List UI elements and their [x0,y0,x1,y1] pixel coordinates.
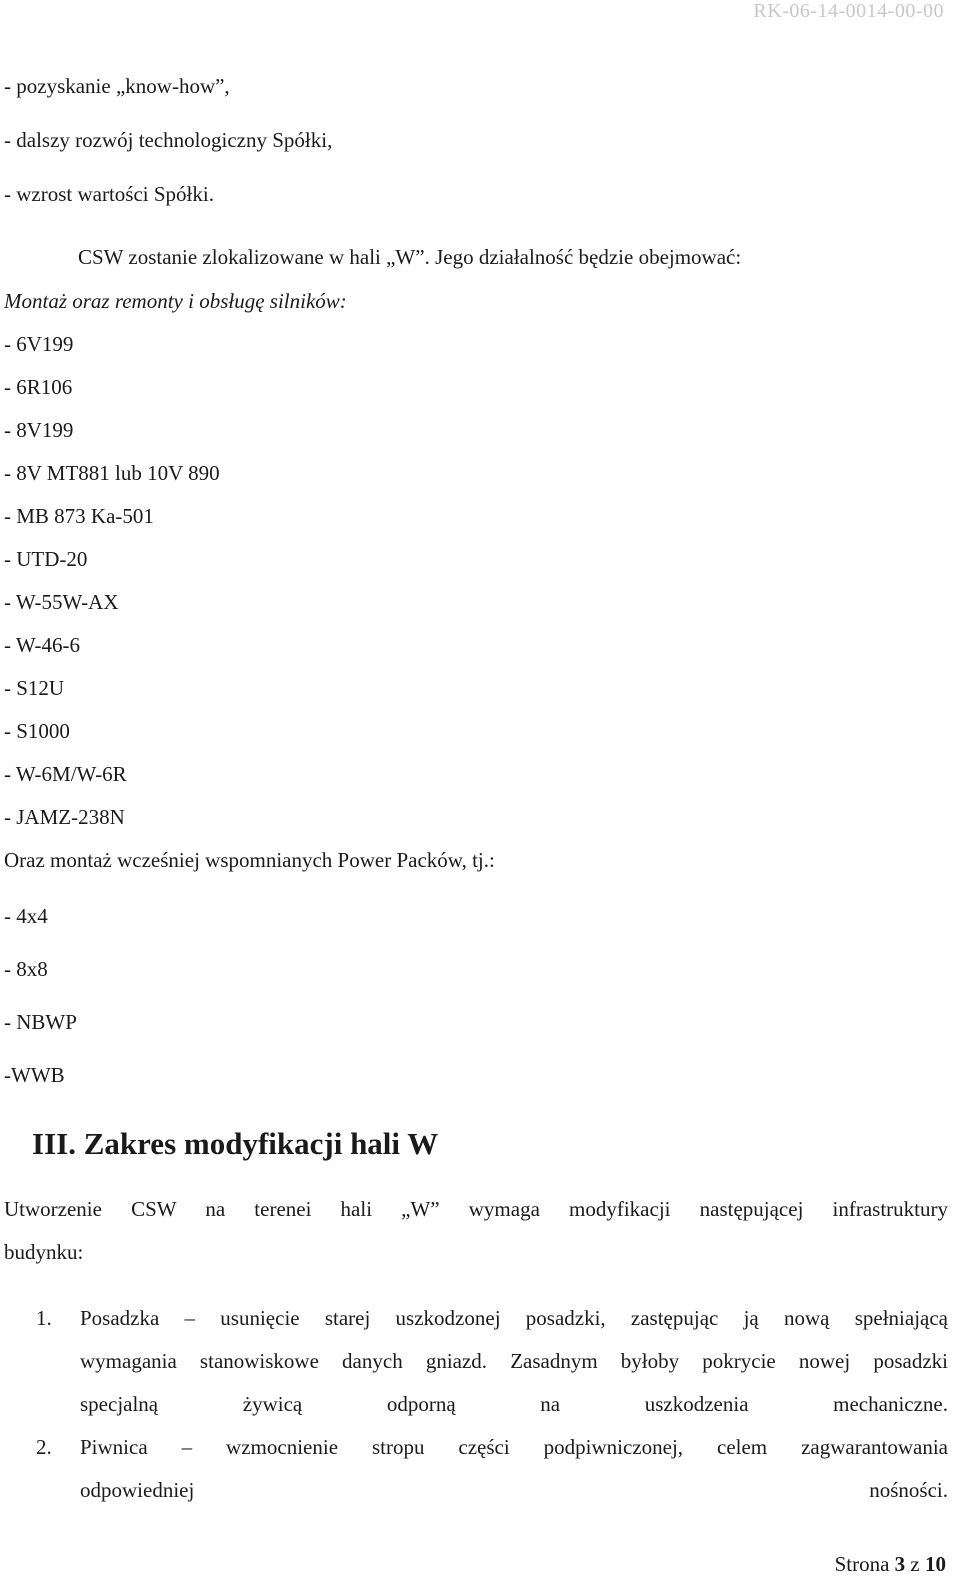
item-text-line: wymagania stanowiskowe danych gniazd. Zasadnym byłoby pokrycie nowej posadzki [80,1349,948,1373]
intro-item: - dalszy rozwój technologiczny Spółki, [4,128,333,152]
page-number [835,1550,946,1578]
item-number: 1. [36,1306,52,1330]
engines-heading: Montaż oraz remonty i obsługę silników: [4,289,347,313]
engine-item: - S12U [4,676,65,700]
section-title: III. Zakres modyfikacji hali W [32,1126,439,1161]
intro-item: - wzrost wartości Spółki. [4,182,214,206]
page-total: 10 [925,1552,946,1576]
location-sentence: CSW zostanie zlokalizowane w hali „W”. Jego działalność będzie obejmować: [78,245,742,269]
item-text-line: odpowiedniej nośności. [80,1478,948,1502]
engine-item: - W-55W-AX [4,590,119,614]
engine-item: - S1000 [4,719,70,743]
page-separator: z [910,1552,920,1576]
section-intro-line: budynku: [4,1240,84,1264]
engine-item: - W-46-6 [4,633,81,657]
engine-item: - MB 873 Ka-501 [4,504,154,528]
engine-item: - W-6M/W-6R [4,762,127,786]
powerpack-item: -WWB [4,1063,65,1087]
powerpack-item: - 8x8 [4,957,48,981]
powerpack-item: - 4x4 [4,904,48,928]
item-number: 2. [36,1435,52,1459]
intro-item: - pozyskanie „know-how”, [4,74,230,98]
powerpack-item: - NBWP [4,1010,77,1034]
item-text-line: specjalną żywicą odporną na uszkodzenia mechaniczne. [80,1392,948,1416]
document-code: RK-06-14-0014-00-00 [753,0,944,22]
item-text-line: Posadzka – usunięcie starej uszkodzonej posadzki, zastępując ją nową spełniającą [80,1306,948,1330]
section-intro-line: Utworzenie CSW na terenei hali „W” wymaga modyfikacji następującej infrastruktury [4,1197,948,1221]
powerpacks-heading: Oraz montaż wcześniej wspomnianych Power Packów, tj.: [4,848,495,872]
engine-item: - UTD-20 [4,547,88,571]
item-text-line: Piwnica – wzmocnienie stropu części podpiwniczonej, celem zagwarantowania [80,1435,948,1459]
engine-item: - 8V199 [4,418,74,442]
page-label: Strona [834,1552,890,1576]
engine-item: - 6R106 [4,375,73,399]
engine-item: - 8V MT881 lub 10V 890 [4,461,220,485]
page-current: 3 [894,1552,906,1576]
engine-item: - 6V199 [4,332,74,356]
engine-item: - JAMZ-238N [4,805,125,829]
